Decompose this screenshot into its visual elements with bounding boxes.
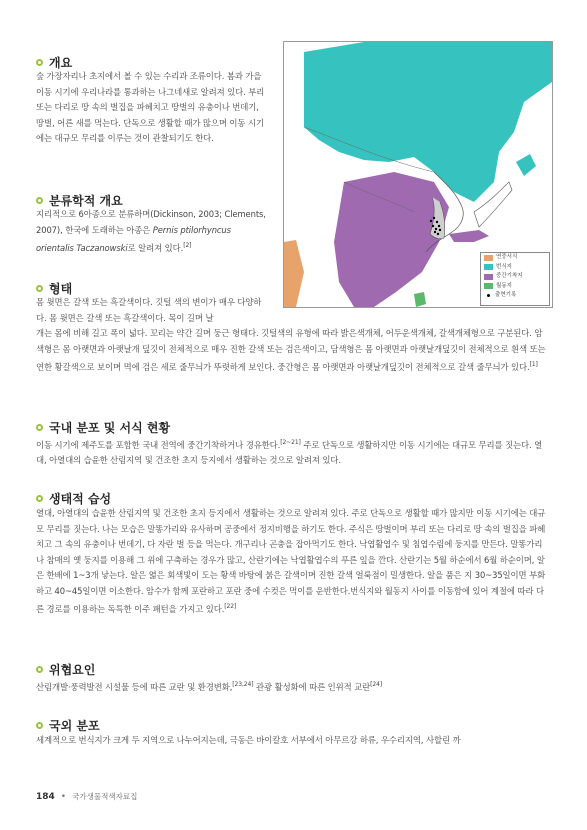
species-name: Pernis ptilorhyncus orientalis Taczanowski bbox=[36, 224, 231, 253]
breeding-region-hokkaido bbox=[516, 154, 536, 176]
reference: [2~21] bbox=[280, 439, 301, 446]
threats-text: 산림개발·풍력발전 시설물 등에 따른 교란 및 환경변화,[23,24] 관광 활성화에 따른 인위적 교란[24] bbox=[36, 681, 383, 692]
legend-swatch bbox=[484, 283, 493, 289]
legend-item: 출현기록 bbox=[481, 291, 549, 301]
page-footer bbox=[36, 791, 137, 802]
stopover-japan bbox=[449, 230, 489, 242]
legend-swatch bbox=[484, 255, 493, 261]
morphology-text-wide: 개는 몸에 비해 길고 폭이 넓다. 꼬리는 약간 길며 둥근 형태다. 깃털색의 유형에 따라 밝은색개체, 어두운색개체, 갈색개체형으로 구분된다. 암색형은 몸 아랫면과 아랫날개 덮깃이 전체적으로 매우 진한 갈색 또는 검은색이고, 담색형은 몸 아랫면과 아랫날개덮깃이 전체적으로 흰색 또는 연한 황갈색으로 보이며 멱에 검은 세로 줄무늬가 뚜렷하게 보인다. 중간형은 몸 아랫면과 아랫날개덮깃이 전체적으로 갈색 줄무늬가 있다.[1] bbox=[36, 328, 546, 372]
ecology-text: 열대, 아열대의 습윤한 산림지역 및 건조한 초지 등지에서 생활하는 것으로 알려져 있다. 주로 단독으로 생활할 때가 많지만 이동 시기에는 대규모 무리를 짓는다. 나는 모습은 말똥가리와 유사하며 공중에서 정지비행을 하기도 한다. 주식은 땅벌이며 부리 또는 다리로 땅 속의 벌집을 파헤치고 그 속의 유충이나 번데기, 다 자란 벌 등을 먹는다. 개구리나 곤충을 잡아먹기도 한다. 낙엽활엽수 및 침엽수림에 둥지를 만든다. 말똥가리나 참매의 옛 둥지를 이용해 그 위에 구축하는 경우가 많고, 산란기에는 낙엽활엽수의 푸른 잎을 깐다. 산란기는 5월 하순에서 6월 하순이며, 알은 한배에 1~3개 낳는다. 알은 엷은 회색빛이 도는 황색 바탕에 붉은 갈색이며 진한 갈색 얼룩점이 밀생한다. 알을 품은 지 30~35일이면 부화하고 40~45일이면 이소한다. 암수가 함께 포란하고 포란 중에 수컷은 먹이를 운반한다.번식지와 월동지 사이를 이동함에 있어 계절에 따라 다른 경로를 이용하는 독특한 이주 패턴을 가지고 있다.[22] bbox=[36, 508, 546, 614]
global-text: 세계적으로 번식지가 크게 두 지역으로 나누어지는데, 극동은 바이칼호 서부에서 아무르강 하류, 우수리지역, 사할린 까 bbox=[36, 735, 461, 745]
section-title-taxonomy: 분류학적 개요 bbox=[36, 192, 123, 209]
overview-text: 숲 가장자리나 초지에서 볼 수 있는 수리과 조류이다. 봄과 가을 이동 시기에 우리나라를 통과하는 나그네새로 알려져 있다. 부리 또는 다리로 땅 속의 벌집을 파헤치고 땅벌의 유충이나 번데기, 땅벌, 어른 새를 먹는다. 단독으로 생활할 때가 많으며 이동 시기에는 대규모 무리를 이루는 것이 관찰되기도 한다. bbox=[36, 71, 265, 143]
breeding-region bbox=[304, 42, 552, 202]
bullet-icon bbox=[36, 197, 43, 204]
legend-dot-icon bbox=[487, 294, 490, 297]
section-title-distribution: 국내 분포 및 서식 현황 bbox=[36, 419, 170, 436]
reference: [23,24] bbox=[232, 681, 254, 688]
footer-separator: • bbox=[60, 791, 67, 802]
legend-item: 연중서식 bbox=[481, 253, 549, 263]
section-title-morphology: 형태 bbox=[36, 280, 72, 297]
map-legend bbox=[480, 252, 550, 306]
reference: [2] bbox=[183, 242, 192, 249]
legend-swatch bbox=[484, 264, 493, 270]
morphology-text-narrow: 몸 윗면은 갈색 또는 흑갈색이다. 깃털 색의 변이가 매우 다양하다. 몸 윗면은 갈색 또는 흑갈색이다. 목이 길며 날 bbox=[36, 297, 262, 323]
bullet-icon bbox=[36, 722, 43, 729]
legend-item: 번식지 bbox=[481, 263, 549, 273]
distribution-text: 이동 시기에 제주도를 포함한 국내 전역에 중간기착하거나 경유한다.[2~21] 주로 단독으로 생활하지만 이동 시기에는 대규모 무리를 짓는다. 열대, 아열대의 습윤한 산림지역 및 건조한 초지 등지에서 생활하는 것으로 알려져 있다. bbox=[36, 439, 543, 466]
resident-region bbox=[284, 240, 304, 307]
section-title-ecology: 생태적 습성 bbox=[36, 490, 111, 507]
wintering-region bbox=[414, 292, 426, 307]
page-number: 184 bbox=[36, 791, 55, 802]
reference: [22] bbox=[224, 603, 237, 610]
section-title-overview: 개요 bbox=[36, 54, 72, 71]
taxonomy-text: 지리적으로 6아종으로 분류하며(Dickinson, 2003; Clements, 2007), 한국에 도래하는 아종은 Pernis ptilorhyncus orientalis Taczanowski로 알려져 있다.[2] bbox=[36, 209, 266, 253]
bullet-icon bbox=[36, 59, 43, 66]
section-title-global: 국외 분포 bbox=[36, 717, 100, 734]
bullet-icon bbox=[36, 666, 43, 673]
reference: [24] bbox=[370, 681, 383, 688]
bullet-icon bbox=[36, 285, 43, 292]
legend-item: 월동지 bbox=[481, 282, 549, 292]
stopover-region bbox=[334, 172, 449, 307]
legend-item: 중간기착지 bbox=[481, 272, 549, 282]
bullet-icon bbox=[36, 495, 43, 502]
bullet-icon bbox=[36, 424, 43, 431]
legend-swatch bbox=[484, 274, 493, 280]
section-title-threats: 위협요인 bbox=[36, 661, 95, 678]
reference: [1] bbox=[529, 361, 538, 368]
book-title: 국가생물적색자료집 bbox=[72, 792, 138, 801]
